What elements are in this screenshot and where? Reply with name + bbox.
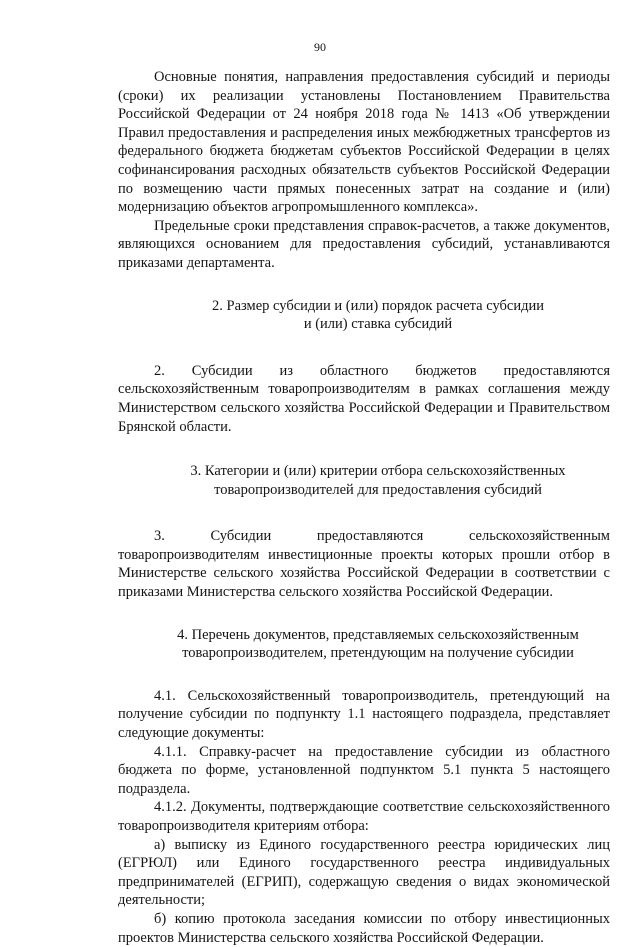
intro-paragraph-1: Основные понятия, направления предоставления субсидий и периоды (сроки) их реализации установлены Постановлением Правительства Российской Федерации от 24 ноября 2018 года № 1413 «Об утверждении Правил предоставления и распределения иных межбюджетных трансфертов из федерального бюджета бюджетам субъектов Российской Федерации в целях софинансирования расходных обязательств субъектов Российской Федерации по возмещению части прямых понесенных затрат на создание и (или) модернизацию объектов агропромышленного комплекса». <box>118 69 610 216</box>
section-4-heading-line-1: 4. Перечень документов, представляемых сельскохозяйственным <box>177 626 579 643</box>
section-2-paragraph-1: 2. Субсидии из областного бюджетов предоставляются сельскохозяйственным товаропроизводителям в рамках соглашения между Министерством сельского хозяйства Российской Федерации и Правительством Брянской области. <box>118 362 610 435</box>
section-4-paragraph-5: б) копию протокола заседания комиссии по отбору инвестиционных проектов Министерства сельского хозяйства Российской Федерации. <box>118 910 610 946</box>
section-2-heading-line-2: и (или) ставка субсидий <box>303 316 453 333</box>
section-2-heading <box>146 297 610 334</box>
document-body <box>118 68 610 947</box>
intro-paragraph-2: Предельные сроки представления справок-расчетов, а также документов, являющихся основанием для предоставления субсидий, устанавливаются приказами департамента. <box>118 217 610 271</box>
page-number: 90 <box>314 40 326 54</box>
section-4-paragraph-4: а) выписку из Единого государственного реестра юридических лиц (ЕГРЮЛ) или Единого государственного реестра индивидуальных предпринимателей (ЕГРИП), содержащую сведения о видах экономической деятельности; <box>118 836 610 909</box>
section-3-heading <box>146 462 610 499</box>
section-4-paragraph-3: 4.1.2. Документы, подтверждающие соответствие сельскохозяйственного товаропроизводителя критериям отбора: <box>118 799 610 834</box>
section-3-paragraph-1: 3. Субсидии предоставляются сельскохозяйственным товаропроизводителям инвестиционные проекты которых прошли отбор в Министерстве сельского хозяйства Российской Федерации в соответствии с приказами Министерства сельского хозяйства Российской Федерации. <box>118 528 610 601</box>
section-4-heading <box>146 626 610 663</box>
section-3-heading-line-2: товаропроизводителей для предоставления субсидий <box>214 481 542 498</box>
section-4-paragraph-2: 4.1.1. Справку-расчет на предоставление субсидии из областного бюджета по форме, установленной подпунктом 5.1 пункта 5 настоящего подраздела. <box>118 743 610 797</box>
section-4-heading-line-2: товаропроизводителем, претендующим на получение субсидии <box>182 645 574 662</box>
section-3-heading-line-1: 3. Категории и (или) критерии отбора сельскохозяйственных <box>190 463 566 480</box>
section-2-heading-line-1: 2. Размер субсидии и (или) порядок расчета субсидии <box>212 297 544 314</box>
section-4-paragraph-1: 4.1. Сельскохозяйственный товаропроизводитель, претендующий на получение субсидии по подпункту 1.1 настоящего подраздела, представляет следующие документы: <box>118 687 610 742</box>
